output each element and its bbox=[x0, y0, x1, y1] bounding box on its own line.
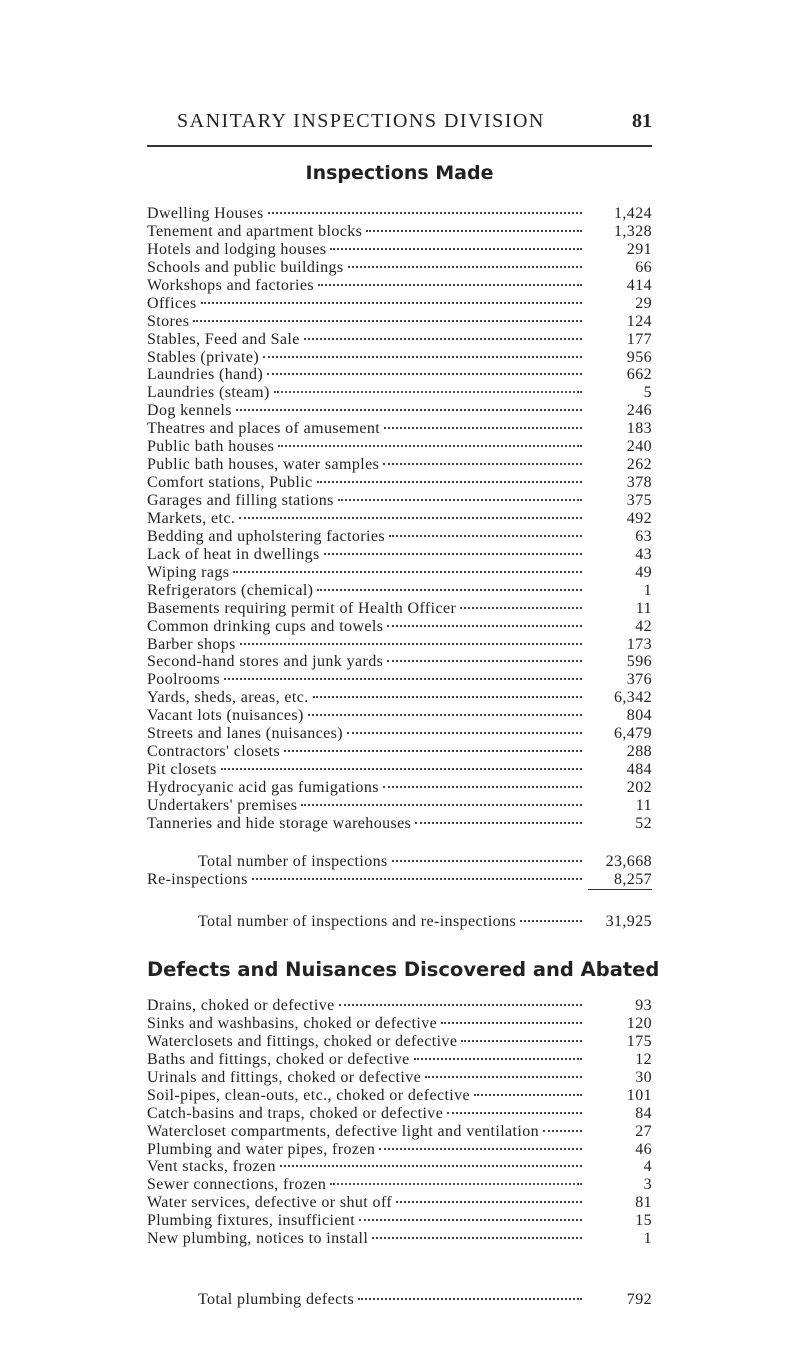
dot-leader bbox=[520, 920, 582, 922]
dot-leader bbox=[461, 1040, 582, 1042]
item-label: Basements requiring permit of Health Officer bbox=[147, 599, 457, 617]
dot-leader bbox=[389, 535, 582, 537]
item-label: Sewer connections, frozen bbox=[147, 1176, 327, 1194]
total-inspections-row bbox=[147, 853, 652, 871]
inspection-row bbox=[147, 241, 652, 259]
dot-leader bbox=[447, 1112, 582, 1114]
item-label: Schools and public buildings bbox=[147, 258, 344, 276]
inspection-row bbox=[147, 582, 652, 600]
total-inspections-value: 23,668 bbox=[605, 853, 652, 870]
item-label: Bedding and upholstering factories bbox=[147, 527, 385, 545]
dot-leader bbox=[415, 822, 582, 824]
grand-total-value: 31,925 bbox=[605, 913, 652, 930]
dot-leader bbox=[383, 786, 582, 788]
item-count: 1 bbox=[643, 581, 652, 599]
dot-leader bbox=[193, 320, 582, 322]
item-label: Laundries (steam) bbox=[147, 384, 270, 402]
item-label: Tanneries and hide storage warehouses bbox=[147, 814, 412, 832]
defect-row bbox=[147, 1230, 652, 1248]
dot-leader bbox=[318, 284, 582, 286]
inspection-row bbox=[147, 725, 652, 743]
inspection-row bbox=[147, 349, 652, 367]
item-count: 11 bbox=[635, 796, 652, 814]
inspection-row bbox=[147, 492, 652, 510]
inspection-row bbox=[147, 474, 652, 492]
item-count: 240 bbox=[626, 438, 652, 456]
reinspections-value: 8,257 bbox=[588, 871, 652, 890]
dot-leader bbox=[330, 248, 582, 250]
inspection-row bbox=[147, 295, 652, 313]
inspection-row bbox=[147, 223, 652, 241]
item-label: Hotels and lodging houses bbox=[147, 240, 327, 258]
item-count: 6,342 bbox=[614, 689, 652, 707]
item-label: Workshops and factories bbox=[147, 276, 314, 294]
defects-heading: Defects and Nuisances Discovered and Abated bbox=[147, 958, 660, 981]
item-count: 46 bbox=[635, 1140, 652, 1158]
defects-list bbox=[147, 997, 652, 1248]
item-count: 288 bbox=[626, 743, 652, 761]
defect-row bbox=[147, 1194, 652, 1212]
dot-leader bbox=[304, 338, 582, 340]
item-label: Vent stacks, frozen bbox=[147, 1158, 276, 1176]
reinspections-row bbox=[147, 871, 652, 889]
item-label: Barber shops bbox=[147, 635, 236, 653]
item-count: 4 bbox=[643, 1158, 652, 1176]
item-label: Lack of heat in dwellings bbox=[147, 545, 320, 563]
dot-leader bbox=[383, 463, 582, 465]
item-label: Contractors' closets bbox=[147, 743, 281, 761]
item-label: Water services, defective or shut off bbox=[147, 1194, 393, 1212]
item-label: Hydrocyanic acid gas fumigations bbox=[147, 779, 379, 796]
inspection-row bbox=[147, 510, 652, 528]
dot-leader bbox=[387, 660, 582, 662]
inspection-row bbox=[147, 259, 652, 277]
defect-row bbox=[147, 1176, 652, 1194]
item-label: Dog kennels bbox=[147, 402, 232, 420]
dot-leader bbox=[221, 768, 582, 770]
item-count: 183 bbox=[626, 420, 652, 438]
item-label: Baths and fittings, choked or defective bbox=[147, 1050, 410, 1068]
item-label: Laundries (hand) bbox=[147, 366, 264, 384]
inspections-totals bbox=[147, 853, 652, 889]
dot-leader bbox=[384, 427, 582, 429]
dot-leader bbox=[317, 481, 582, 483]
inspection-row bbox=[147, 689, 652, 707]
inspection-row bbox=[147, 277, 652, 295]
item-label: Poolrooms bbox=[147, 671, 220, 689]
dot-leader bbox=[348, 266, 582, 268]
item-count: 1,424 bbox=[614, 205, 652, 222]
total-inspections-label: Total number of inspections bbox=[198, 853, 388, 870]
defect-row bbox=[147, 1212, 652, 1230]
item-label: Markets, etc. bbox=[147, 509, 236, 527]
running-title: SANITARY INSPECTIONS DIVISION bbox=[177, 110, 545, 132]
inspection-row bbox=[147, 366, 652, 384]
item-count: 246 bbox=[626, 402, 652, 420]
grand-total-label: Total number of inspections and re-inspections bbox=[198, 913, 517, 930]
dot-leader bbox=[347, 732, 582, 734]
dot-leader bbox=[239, 517, 582, 519]
item-count: 81 bbox=[635, 1194, 652, 1212]
inspection-row bbox=[147, 420, 652, 438]
defect-row bbox=[147, 1015, 652, 1033]
item-label: Yards, sheds, areas, etc. bbox=[147, 689, 309, 707]
item-count: 262 bbox=[626, 456, 652, 474]
inspection-row bbox=[147, 600, 652, 618]
item-label: Theatres and places of amusement bbox=[147, 420, 381, 438]
dot-leader bbox=[313, 696, 582, 698]
inspection-row bbox=[147, 671, 652, 689]
inspection-row bbox=[147, 636, 652, 654]
dot-leader bbox=[338, 499, 582, 501]
dot-leader bbox=[339, 1004, 582, 1006]
item-count: 375 bbox=[626, 492, 652, 509]
dot-leader bbox=[274, 391, 582, 393]
item-count: 49 bbox=[635, 563, 652, 581]
item-label: Wiping rags bbox=[147, 563, 230, 581]
dot-leader bbox=[392, 860, 582, 862]
item-count: 84 bbox=[635, 1104, 652, 1122]
dot-leader bbox=[543, 1130, 582, 1132]
defect-row bbox=[147, 1105, 652, 1123]
item-count: 93 bbox=[635, 997, 652, 1014]
total-plumbing-defects-value: 792 bbox=[626, 1291, 652, 1308]
item-count: 11 bbox=[635, 599, 652, 617]
dot-leader bbox=[267, 373, 582, 375]
item-count: 1,328 bbox=[614, 222, 652, 240]
item-count: 291 bbox=[626, 240, 652, 258]
inspection-row bbox=[147, 797, 652, 815]
item-count: 42 bbox=[635, 617, 652, 635]
dot-leader bbox=[301, 804, 582, 806]
item-label: Sinks and washbasins, choked or defective bbox=[147, 1014, 438, 1032]
dot-leader bbox=[236, 409, 582, 411]
item-label: Waterclosets and fittings, choked or defective bbox=[147, 1032, 458, 1050]
header-rule bbox=[147, 145, 652, 147]
item-count: 30 bbox=[635, 1068, 652, 1086]
dot-leader bbox=[330, 1183, 582, 1185]
item-count: 66 bbox=[635, 258, 652, 276]
item-count: 63 bbox=[635, 527, 652, 545]
item-label: Second-hand stores and junk yards bbox=[147, 653, 384, 671]
item-count: 29 bbox=[635, 294, 652, 312]
item-label: Pit closets bbox=[147, 761, 217, 779]
dot-leader bbox=[233, 571, 582, 573]
item-count: 956 bbox=[626, 348, 652, 366]
item-count: 484 bbox=[626, 761, 652, 779]
dot-leader bbox=[425, 1076, 582, 1078]
inspection-row bbox=[147, 546, 652, 564]
dot-leader bbox=[441, 1022, 582, 1024]
item-label: Drains, choked or defective bbox=[147, 997, 335, 1014]
item-label: Vacant lots (nuisances) bbox=[147, 707, 304, 725]
dot-leader bbox=[387, 625, 582, 627]
item-count: 5 bbox=[643, 384, 652, 402]
item-count: 1 bbox=[643, 1230, 652, 1248]
dot-leader bbox=[308, 714, 582, 716]
inspection-row bbox=[147, 205, 652, 223]
item-count: 43 bbox=[635, 545, 652, 563]
dot-leader bbox=[263, 356, 582, 358]
dot-leader bbox=[284, 750, 582, 752]
item-count: 596 bbox=[626, 653, 652, 671]
inspection-row bbox=[147, 653, 652, 671]
inspection-row bbox=[147, 707, 652, 725]
defect-row bbox=[147, 1051, 652, 1069]
item-count: 175 bbox=[626, 1032, 652, 1050]
page-number: 81 bbox=[632, 110, 652, 132]
dot-leader bbox=[460, 607, 582, 609]
inspection-row bbox=[147, 815, 652, 833]
inspection-row bbox=[147, 438, 652, 456]
item-label: Stables, Feed and Sale bbox=[147, 330, 300, 348]
dot-leader bbox=[278, 445, 582, 447]
item-count: 492 bbox=[626, 509, 652, 527]
item-label: Urinals and fittings, choked or defective bbox=[147, 1068, 422, 1086]
item-label: Stores bbox=[147, 312, 190, 330]
item-label: Watercloset compartments, defective light and ventilation bbox=[147, 1122, 540, 1140]
item-count: 124 bbox=[626, 312, 652, 330]
dot-leader bbox=[474, 1094, 582, 1096]
inspection-row bbox=[147, 331, 652, 349]
total-plumbing-defects-label: Total plumbing defects bbox=[198, 1291, 355, 1308]
inspection-row bbox=[147, 761, 652, 779]
item-label: Catch-basins and traps, choked or defective bbox=[147, 1104, 444, 1122]
item-label: Comfort stations, Public bbox=[147, 474, 313, 492]
item-count: 52 bbox=[635, 814, 652, 832]
inspection-row bbox=[147, 402, 652, 420]
dot-leader bbox=[252, 878, 582, 880]
inspection-row bbox=[147, 743, 652, 761]
inspection-row bbox=[147, 384, 652, 402]
dot-leader bbox=[396, 1201, 582, 1203]
item-count: 376 bbox=[626, 671, 652, 689]
item-label: Offices bbox=[147, 294, 197, 312]
running-head bbox=[147, 110, 652, 134]
defect-row bbox=[147, 997, 652, 1015]
item-count: 3 bbox=[643, 1176, 652, 1194]
dot-leader bbox=[366, 230, 582, 232]
dot-leader bbox=[379, 1148, 582, 1150]
defect-row bbox=[147, 1087, 652, 1105]
item-count: 177 bbox=[626, 330, 652, 348]
defect-row bbox=[147, 1069, 652, 1087]
item-count: 12 bbox=[635, 1050, 652, 1068]
dot-leader bbox=[372, 1237, 582, 1239]
dot-leader bbox=[317, 589, 582, 591]
item-label: Dwelling Houses bbox=[147, 205, 264, 222]
grand-total-row bbox=[147, 913, 652, 931]
dot-leader bbox=[280, 1165, 582, 1167]
item-label: Public bath houses, water samples bbox=[147, 456, 380, 474]
dot-leader bbox=[414, 1058, 582, 1060]
defect-row bbox=[147, 1158, 652, 1176]
inspection-row bbox=[147, 528, 652, 546]
defect-row bbox=[147, 1123, 652, 1141]
item-count: 15 bbox=[635, 1212, 652, 1230]
item-count: 202 bbox=[626, 779, 652, 796]
item-count: 378 bbox=[626, 474, 652, 492]
dot-leader bbox=[358, 1298, 582, 1300]
grand-total bbox=[147, 913, 652, 931]
item-label: Tenement and apartment blocks bbox=[147, 222, 363, 240]
inspection-row bbox=[147, 564, 652, 582]
defect-row bbox=[147, 1141, 652, 1159]
inspection-row bbox=[147, 313, 652, 331]
dot-leader bbox=[268, 212, 582, 214]
item-label: Public bath houses bbox=[147, 438, 275, 456]
item-label: Stables (private) bbox=[147, 348, 260, 366]
item-count: 27 bbox=[635, 1122, 652, 1140]
item-label: Plumbing and water pipes, frozen bbox=[147, 1140, 376, 1158]
item-count: 120 bbox=[626, 1014, 652, 1032]
dot-leader bbox=[224, 678, 582, 680]
item-label: Streets and lanes (nuisances) bbox=[147, 725, 343, 743]
inspection-row bbox=[147, 618, 652, 636]
reinspections-label: Re-inspections bbox=[147, 870, 248, 888]
inspections-list bbox=[147, 205, 652, 833]
dot-leader bbox=[201, 302, 582, 304]
total-plumbing-defects-row bbox=[147, 1291, 652, 1309]
item-label: Common drinking cups and towels bbox=[147, 617, 384, 635]
defect-row bbox=[147, 1033, 652, 1051]
item-count: 173 bbox=[626, 635, 652, 653]
item-count: 6,479 bbox=[614, 725, 652, 743]
item-label: Plumbing fixtures, insufficient bbox=[147, 1212, 356, 1230]
dot-leader bbox=[359, 1219, 582, 1221]
dot-leader bbox=[324, 553, 582, 555]
item-label: Soil-pipes, clean-outs, etc., choked or defective bbox=[147, 1086, 471, 1104]
item-count: 662 bbox=[626, 366, 652, 384]
defects-total bbox=[147, 1291, 652, 1309]
inspections-heading: Inspections Made bbox=[305, 162, 494, 184]
item-label: Refrigerators (chemical) bbox=[147, 581, 314, 599]
item-count: 414 bbox=[626, 276, 652, 294]
item-count: 101 bbox=[626, 1086, 652, 1104]
item-label: New plumbing, notices to install bbox=[147, 1230, 369, 1248]
inspection-row bbox=[147, 779, 652, 797]
item-count: 804 bbox=[626, 707, 652, 725]
dot-leader bbox=[240, 643, 582, 645]
item-label: Garages and filling stations bbox=[147, 492, 334, 509]
inspection-row bbox=[147, 456, 652, 474]
item-label: Undertakers' premises bbox=[147, 796, 298, 814]
